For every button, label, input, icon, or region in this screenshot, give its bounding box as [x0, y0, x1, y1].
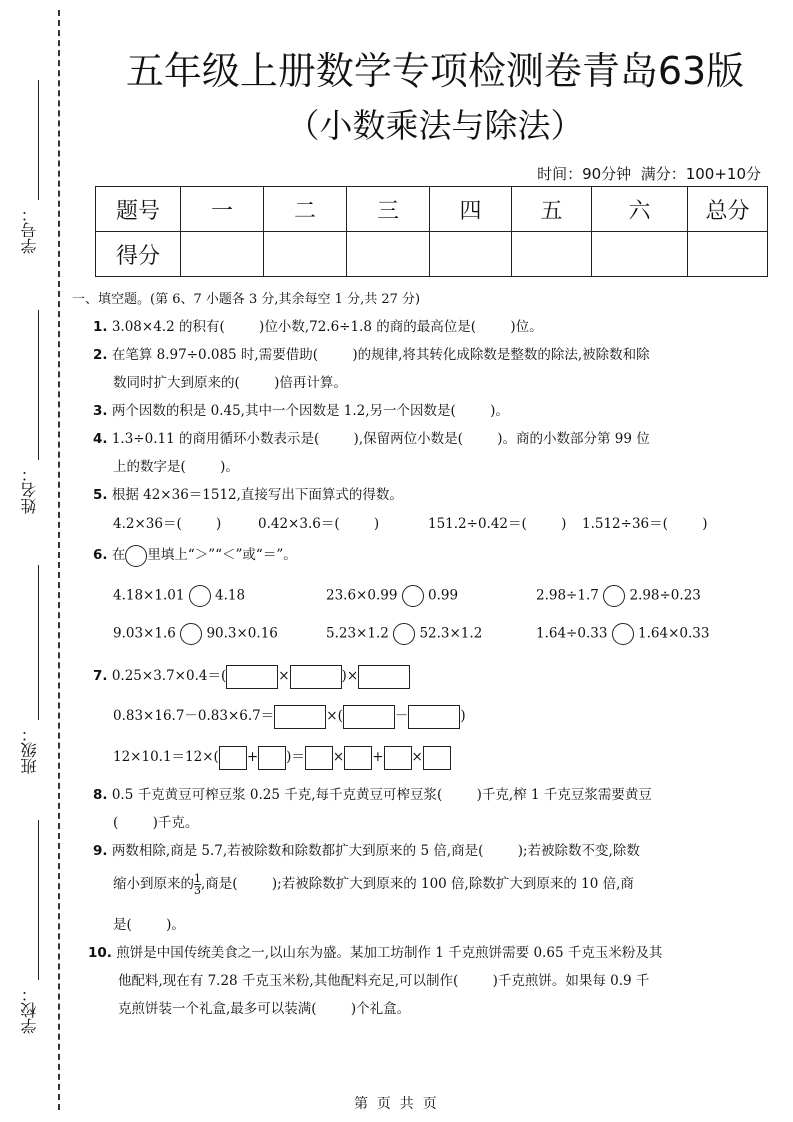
compare-circle[interactable]: [402, 585, 424, 607]
class-line: [38, 565, 39, 720]
header-cell: 五: [512, 187, 592, 232]
score-table: [95, 186, 768, 277]
header-cell: 一: [181, 187, 264, 232]
student-id-label: 学号：: [20, 206, 39, 254]
op: ×: [326, 708, 338, 724]
q5-item: 1.512÷36＝( ): [582, 516, 708, 532]
compare-circle[interactable]: [189, 585, 211, 607]
q-text: 1.3÷0.11 的商用循环小数表示是( ),保留两位小数是( )。商的小数部分第 99 位: [111, 431, 650, 447]
header-cell: 四: [430, 187, 512, 232]
q-text: 0.25×3.7×0.4＝(: [111, 668, 227, 684]
header-cell: 二: [264, 187, 347, 232]
header-cell: 六: [592, 187, 688, 232]
q6-right: 2.98÷0.23: [629, 587, 701, 604]
question-6: [93, 543, 297, 567]
school-line: [38, 820, 39, 980]
q6-left: 1.64÷0.33: [536, 625, 608, 642]
op: (: [337, 708, 343, 724]
op: ×: [278, 668, 290, 684]
question-1: [93, 315, 543, 335]
score-row: [96, 232, 768, 277]
q-num: 6.: [93, 547, 108, 563]
q-text: 0.83×16.7－0.83×6.7＝: [113, 708, 275, 724]
q6-right: 1.64×0.33: [638, 625, 710, 642]
question-4: [93, 427, 650, 447]
question-8: [93, 783, 652, 803]
op: ×: [346, 668, 359, 684]
answer-box[interactable]: [423, 746, 451, 770]
q-text: 两数相除,商是 5.7,若被除数和除数都扩大到原来的 5 倍,商是( );若被除数不变,除数: [111, 843, 640, 859]
q6-item: [113, 623, 278, 645]
name-line: [38, 310, 39, 460]
section-1-title: 一、填空题。(第 6、7 小题各 3 分,其余每空 1 分,共 27 分): [72, 292, 421, 307]
q6-item: [326, 623, 482, 645]
name-label: 姓名：: [20, 466, 39, 514]
question-7-line-2: [113, 704, 466, 729]
question-9-line-3: 是( )。: [113, 917, 185, 933]
page-footer: 第 页 共 页: [354, 1096, 437, 1112]
q-text: 12×10.1＝12×(: [113, 749, 219, 765]
compare-circle[interactable]: [603, 585, 625, 607]
score-table-header: [96, 187, 768, 232]
score-cell[interactable]: [592, 232, 688, 277]
answer-box[interactable]: [384, 746, 412, 770]
q-num: 5.: [93, 487, 108, 503]
q5-item: 4.2×36＝( ): [113, 516, 222, 532]
binding-dashed-line: [58, 10, 60, 1110]
question-9: [93, 839, 640, 859]
header-cell: 三: [347, 187, 430, 232]
class-label: 班级：: [20, 726, 39, 774]
score-cell[interactable]: [512, 232, 592, 277]
q-text: 在: [111, 547, 126, 563]
q6-item: [536, 623, 709, 645]
q6-left: 23.6×0.99: [326, 587, 398, 604]
compare-circle[interactable]: [180, 623, 202, 645]
compare-circle[interactable]: [393, 623, 415, 645]
answer-box[interactable]: [408, 705, 460, 729]
answer-box[interactable]: [344, 746, 372, 770]
answer-box[interactable]: [290, 665, 342, 689]
q6-right: 4.18: [215, 587, 246, 604]
q6-right: 90.3×0.16: [206, 625, 278, 642]
q-num: 10.: [88, 945, 112, 961]
page-title: 五年级上册数学专项检测卷青岛63版: [125, 49, 745, 93]
q-num: 1.: [93, 319, 108, 335]
question-5: [93, 483, 403, 503]
school-label: 学校：: [20, 986, 39, 1034]
q-num: 7.: [93, 668, 108, 684]
time-info: 时间：90分钟 满分：100+10分: [537, 165, 761, 183]
question-7-line-3: [113, 745, 451, 770]
question-8-line-2: ( )千克。: [113, 815, 199, 831]
op: ×: [332, 749, 345, 765]
question-4-line-2: 上的数字是( )。: [113, 459, 239, 475]
answer-box[interactable]: [358, 665, 410, 689]
q6-left: 2.98÷1.7: [536, 587, 599, 604]
q-num: 3.: [93, 403, 108, 419]
q6-item: [326, 585, 458, 607]
q5-item: 0.42×3.6＝( ): [258, 516, 380, 532]
page-subtitle: （小数乘法与除法）: [286, 106, 584, 145]
q-text: 两个因数的积是 0.45,其中一个因数是 1.2,另一个因数是( )。: [111, 403, 509, 419]
fraction-numerator: 1: [194, 872, 201, 885]
fraction: [194, 873, 201, 896]
question-3: [93, 399, 509, 419]
score-row-label: 得分: [96, 232, 181, 277]
fraction-denominator: 3: [194, 884, 201, 897]
header-cell: 总分: [688, 187, 768, 232]
q-text: 3.08×4.2 的积有( )位小数,72.6÷1.8 的商的最高位是( )位。: [111, 319, 543, 335]
op: ): [341, 668, 347, 684]
question-7: [93, 664, 410, 689]
header-cell: 题号: [96, 187, 181, 232]
q5-item: 151.2÷0.42＝( ): [428, 516, 567, 532]
question-2: [93, 343, 650, 363]
q-num: 8.: [93, 787, 108, 803]
answer-box[interactable]: [258, 746, 286, 770]
score-cell[interactable]: [347, 232, 430, 277]
op: ×: [411, 749, 423, 765]
student-id-line: [38, 80, 39, 200]
q-text: ,商是( );若被除数扩大到原来的 100 倍,除数扩大到原来的 10 倍,商: [201, 876, 634, 892]
question-10-line-2: 他配料,现在有 7.28 千克玉米粉,其他配料充足,可以制作( )千克煎饼。如果每 0.9 千: [118, 973, 650, 989]
q6-left: 9.03×1.6: [113, 625, 176, 642]
score-cell[interactable]: [264, 232, 347, 277]
q-num: 9.: [93, 843, 108, 859]
score-cell[interactable]: [688, 232, 768, 277]
question-10: [88, 941, 662, 961]
q-text: 缩小到原来的: [113, 876, 194, 892]
q-num: 2.: [93, 347, 108, 363]
answer-box[interactable]: [305, 746, 333, 770]
answer-box[interactable]: [343, 705, 395, 729]
q6-left: 4.18×1.01: [113, 587, 185, 604]
op: －: [394, 708, 409, 724]
q6-left: 5.23×1.2: [326, 625, 389, 642]
answer-box[interactable]: [226, 665, 278, 689]
q6-item: [113, 585, 245, 607]
q-text: 在笔算 8.97÷0.085 时,需要借助( )的规律,将其转化成除数是整数的除法,被除数和除: [111, 347, 650, 363]
q-text: 根据 42×36＝1512,直接写出下面算式的得数。: [111, 487, 403, 503]
op: )＝: [286, 749, 305, 765]
question-2-line-2: 数同时扩大到原来的( )倍再计算。: [113, 375, 347, 391]
score-cell[interactable]: [430, 232, 512, 277]
compare-circle[interactable]: [612, 623, 634, 645]
question-10-line-3: 克煎饼装一个礼盒,最多可以装满( )个礼盒。: [118, 1001, 411, 1017]
score-cell[interactable]: [181, 232, 264, 277]
q-text: 里填上“＞”“＜”或“＝”。: [147, 547, 297, 563]
op: +: [246, 749, 259, 765]
question-9-line-2: [113, 872, 634, 896]
op: ): [460, 708, 466, 724]
op: +: [372, 749, 384, 765]
q6-right: 52.3×1.2: [419, 625, 483, 642]
q-text: 0.5 千克黄豆可榨豆浆 0.25 千克,每千克黄豆可榨豆浆( )千克,榨 1 千克豆浆需要黄豆: [111, 787, 652, 803]
circle-icon: [125, 545, 147, 567]
q-text: 煎饼是中国传统美食之一,以山东为盛。某加工坊制作 1 千克煎饼需要 0.65 千克玉米粉及其: [116, 945, 663, 961]
q6-item: [536, 585, 701, 607]
q6-right: 0.99: [428, 587, 459, 604]
answer-box[interactable]: [274, 705, 326, 729]
answer-box[interactable]: [219, 746, 247, 770]
q-num: 4.: [93, 431, 108, 447]
